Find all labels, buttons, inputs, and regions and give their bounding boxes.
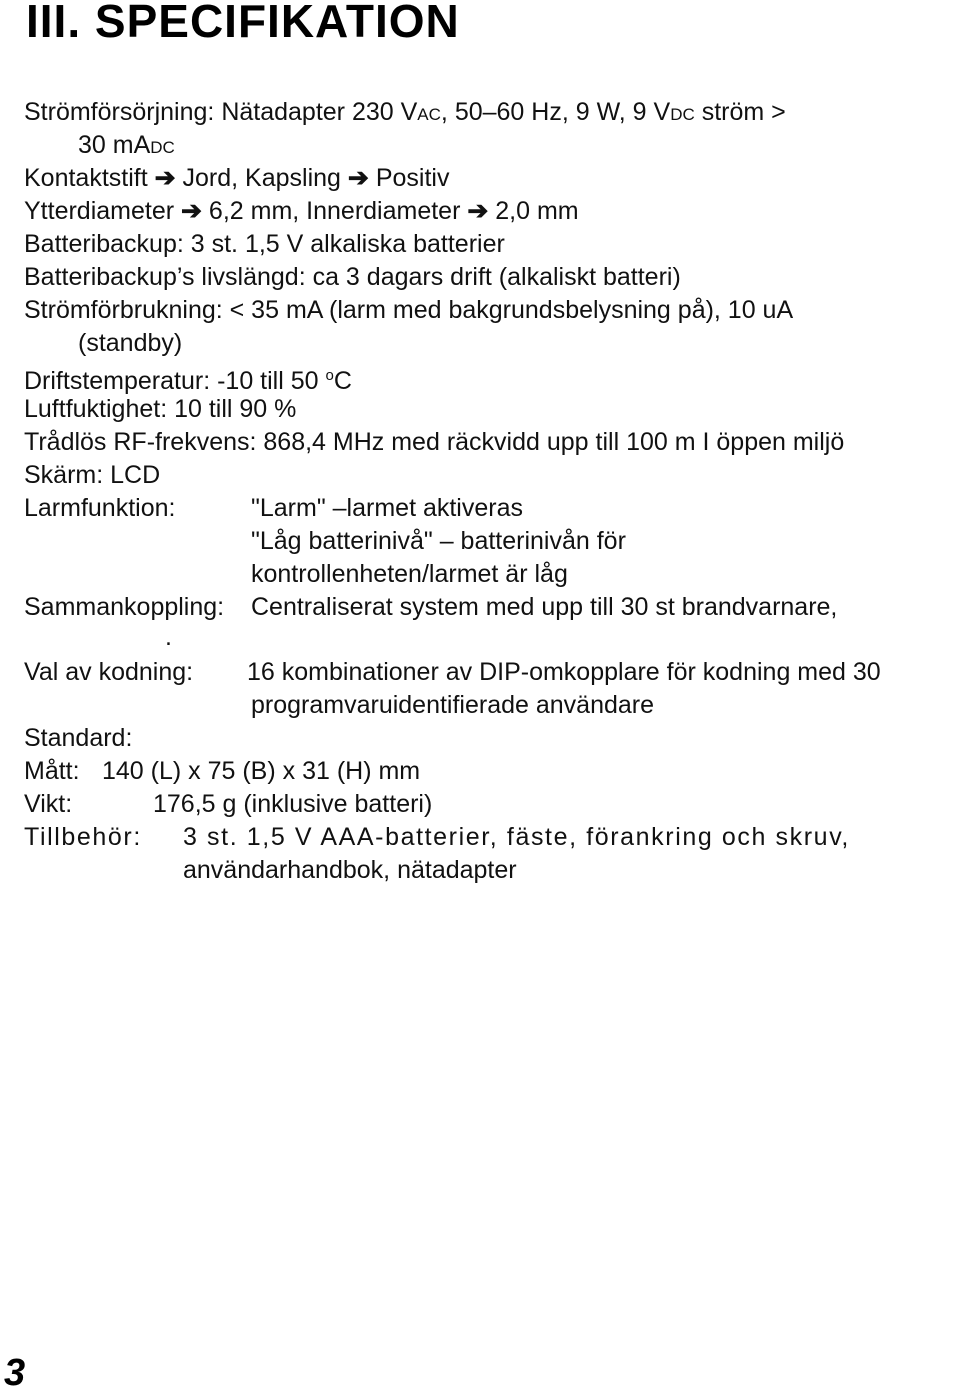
- page-number: 3: [4, 1352, 26, 1394]
- degree-sup: o: [325, 367, 334, 384]
- dc-suffix: DC: [670, 105, 695, 124]
- display-line: Skärm: LCD: [24, 461, 161, 489]
- interconnect-value: Centraliserat system med upp till 30 st brandvarnare,: [251, 593, 838, 621]
- dimensions-value: 140 (L) x 75 (B) x 31 (H) mm: [102, 757, 421, 785]
- weight-label: Vikt:: [24, 790, 73, 818]
- temperature-unit: C: [333, 367, 352, 395]
- arrow-right-icon: ➔: [154, 164, 176, 192]
- ac-suffix: AC: [417, 105, 441, 124]
- arrow-right-icon: ➔: [467, 197, 489, 225]
- diameter-line: [24, 196, 579, 226]
- alarm-line-1: "Larm" –larmet aktiveras: [251, 494, 523, 522]
- contact-pin-line: [24, 163, 449, 193]
- accessories-line-1: 3 st. 1,5 V AAA-batterier, fäste, förankring och skruv,: [183, 823, 850, 851]
- temperature-line: [24, 361, 352, 396]
- alarm-line-3: kontrollenheten/larmet är låg: [251, 560, 568, 588]
- interconnect-label: Sammankoppling:: [24, 593, 225, 621]
- power-text-2: , 50–60 Hz, 9 W, 9 V: [440, 98, 671, 126]
- inner-diameter-value: 2,0 mm: [495, 197, 579, 225]
- coding-line-1: 16 kombinationer av DIP-omkopplare för kodning med 30: [247, 658, 881, 686]
- contact-pin-positive: Positiv: [375, 164, 450, 192]
- accessories-line-2: användarhandbok, nätadapter: [183, 856, 517, 884]
- power-label: Strömförsörjning:: [24, 98, 215, 126]
- outer-diameter-label: Ytterdiameter: [24, 197, 175, 225]
- current-value: 30 mA: [78, 131, 151, 159]
- coding-line-2: programvaruidentifierade användare: [251, 691, 655, 719]
- weight-value: 176,5 g (inklusive batteri): [153, 790, 433, 818]
- power-text-3: ström >: [694, 98, 786, 126]
- outer-diameter-value: 6,2 mm, Innerdiameter: [208, 197, 461, 225]
- contact-pin-ground: Jord, Kapsling: [182, 164, 341, 192]
- accessories-label: Tillbehör:: [24, 823, 142, 851]
- humidity-line: Luftfuktighet: 10 till 90 %: [24, 395, 297, 423]
- power-supply-line: [24, 97, 786, 130]
- standard-line: Standard:: [24, 724, 133, 752]
- consumption-line: Strömförbrukning: < 35 mA (larm med bakgrundsbelysning på), 10 uA: [24, 296, 794, 324]
- stray-dot: .: [165, 623, 172, 651]
- coding-label: Val av kodning:: [24, 658, 194, 686]
- alarm-label: Larmfunktion:: [24, 494, 176, 522]
- dc-suffix-2: DC: [150, 138, 175, 157]
- power-supply-cont: [78, 130, 175, 163]
- consumption-line-cont: (standby): [78, 329, 183, 357]
- rf-line: Trådlös RF-frekvens: 868,4 MHz med räckvidd upp till 100 m I öppen miljö: [24, 428, 845, 456]
- battery-life-line: Batteribackup’s livslängd: ca 3 dagars drift (alkaliskt batteri): [24, 263, 681, 291]
- arrow-right-icon: ➔: [347, 164, 369, 192]
- temperature-text: Driftstemperatur: -10 till 50: [24, 367, 326, 395]
- dimensions-label: Mått:: [24, 757, 80, 785]
- power-text: Nätadapter 230 V: [221, 98, 418, 126]
- contact-pin-label: Kontaktstift: [24, 164, 148, 192]
- alarm-line-2: "Låg batterinivå" – batterinivån för: [251, 527, 626, 555]
- arrow-right-icon: ➔: [181, 197, 202, 225]
- section-title: III. SPECIFIKATION: [26, 0, 460, 47]
- battery-backup-line: Batteribackup: 3 st. 1,5 V alkaliska batterier: [24, 230, 505, 258]
